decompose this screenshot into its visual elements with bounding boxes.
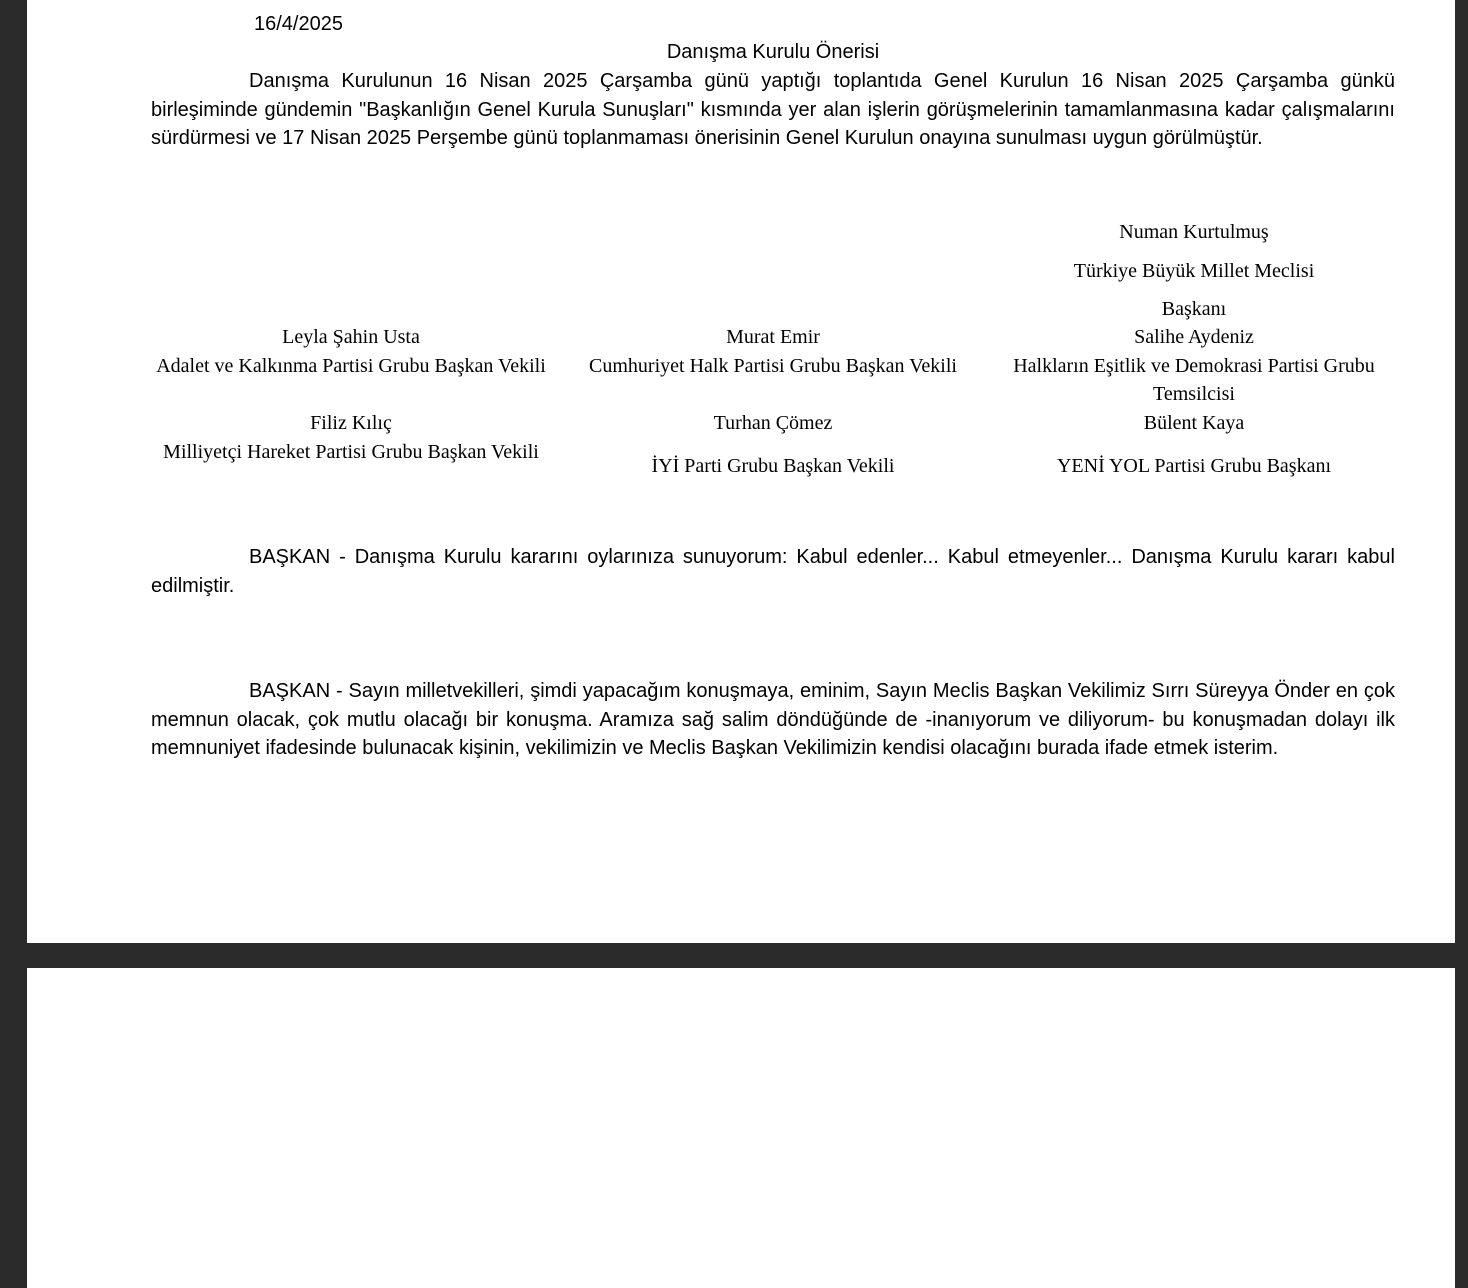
signature-mhp — [151, 409, 551, 466]
document-page-1 — [27, 0, 1455, 943]
signature-akp — [151, 323, 551, 380]
spacer — [573, 438, 973, 452]
vote-paragraph: BAŞKAN - Danışma Kurulu kararını oylarınıza sunuyorum: Kabul edenler... Kabul etmeyenler... Danışma Kurulu kararı kabul edilmiştir. — [151, 546, 1395, 597]
signature-title: İYİ Parti Grubu Başkan Vekili — [651, 454, 895, 477]
signature-chp — [573, 323, 973, 380]
signature-title: Milliyetçi Hareket Partisi Grubu Başkan Vekili — [163, 440, 539, 463]
signature-dem — [994, 323, 1394, 409]
signature-iyi — [573, 409, 973, 480]
spacer — [994, 438, 1394, 452]
signature-speaker — [994, 213, 1394, 329]
signature-name: Murat Emir — [726, 326, 820, 348]
signature-name: Numan Kurtulmuş — [1119, 221, 1269, 243]
speech-paragraph: BAŞKAN - Sayın milletvekilleri, şimdi yapacağım konuşmaya, eminim, Sayın Meclis Başkan Vekilimiz Sırrı Süreyya Önder en çok memnun olacak, çok mutlu olacağı bir konuşma. Aramıza sağ salim döndüğünde de -inanıyorum ve diliyorum- bu konuşmadan dolayı ilk memnuniyet ifadesinde bulunacak kişinin, vekilimizin ve Meclis Başkan Vekilimizin kendisi olacağını burada ifade etmek isterim. — [151, 680, 1395, 760]
signature-title: Cumhuriyet Halk Partisi Grubu Başkan Vekili — [589, 354, 957, 377]
decision-paragraph: Danışma Kurulunun 16 Nisan 2025 Çarşamba günü yaptığı toplantıda Genel Kurulun 16 Nisan 2025 Çarşamba günkü birleşiminde gündemin "Başkanlığın Genel Kurula Sunuşları" kısmında yer alan işlerin görüşmelerinin tamamlanmasına kadar çalışmalarını sürdürmesi ve 17 Nisan 2025 Perşembe günü toplanmaması önerisinin Genel Kurulun onayına sunulması uygun görülmüştür. — [151, 70, 1395, 150]
signature-title: YENİ YOL Partisi Grubu Başkanı — [1056, 454, 1332, 477]
signature-yeni-yol — [994, 409, 1394, 480]
signature-name: Salihe Aydeniz — [1134, 326, 1254, 348]
document-title: Danışma Kurulu Önerisi — [666, 41, 880, 63]
signature-title: Türkiye Büyük Millet Meclisi — [1073, 259, 1315, 282]
document-date: 16/4/2025 — [254, 13, 343, 35]
signature-title: Halkların Eşitlik ve Demokrasi Partisi Grubu Temsilcisi — [1013, 354, 1375, 406]
signature-name: Bülent Kaya — [1143, 412, 1245, 434]
signature-name: Leyla Şahin Usta — [282, 326, 420, 348]
signature-name: Filiz Kılıç — [310, 412, 392, 434]
signature-name: Turhan Çömez — [713, 412, 833, 434]
signature-title: Adalet ve Kalkınma Partisi Grubu Başkan Vekili — [156, 354, 546, 377]
signature-title: Başkanı — [1161, 298, 1227, 320]
document-page-2 — [27, 968, 1455, 1288]
